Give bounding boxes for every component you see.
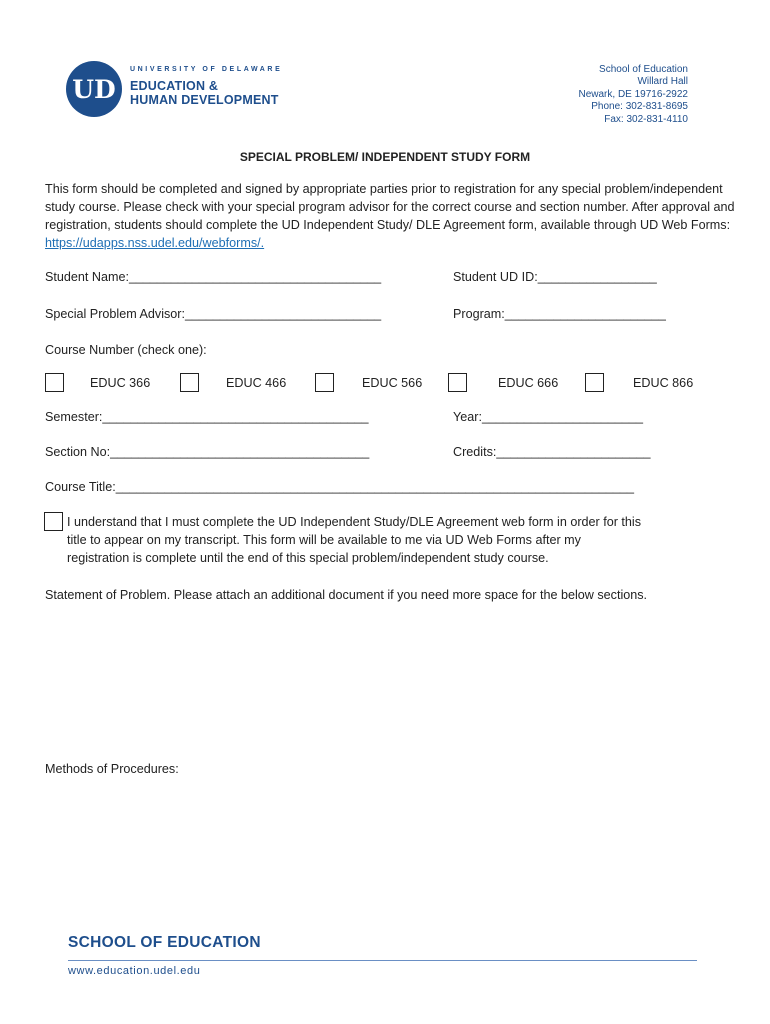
program-field[interactable]: Program:_______________________ xyxy=(453,307,666,321)
educ-666-checkbox[interactable] xyxy=(448,373,467,392)
section-no-field[interactable]: Section No:_____________________________________ xyxy=(45,445,370,459)
educ-866-label: EDUC 866 xyxy=(633,376,694,390)
university-name: UNIVERSITY OF DELAWARE xyxy=(130,66,283,73)
webforms-link[interactable]: https://udapps.nss.udel.edu/webforms/. xyxy=(45,236,265,250)
footer-school-title: SCHOOL OF EDUCATION xyxy=(68,934,261,951)
educ-866-checkbox[interactable] xyxy=(585,373,604,392)
school-address xyxy=(578,64,688,126)
footer-url[interactable]: www.education.udel.edu xyxy=(68,965,201,977)
educ-366-label: EDUC 366 xyxy=(90,376,151,390)
educ-666-label: EDUC 666 xyxy=(498,376,559,390)
educ-566-label: EDUC 566 xyxy=(362,376,423,390)
college-name xyxy=(130,79,279,107)
methods-of-procedures-label: Methods of Procedures: xyxy=(45,762,179,776)
ack-line-3: registration is complete until the end of this special problem/independent study course. xyxy=(67,551,549,565)
college-line-1: EDUCATION & xyxy=(130,79,219,93)
educ-466-label: EDUC 466 xyxy=(226,376,287,390)
address-line: Newark, DE 19716-2922 xyxy=(578,88,688,100)
credits-field[interactable]: Credits:______________________ xyxy=(453,445,651,459)
semester-field[interactable]: Semester:______________________________________ xyxy=(45,410,369,424)
footer-divider xyxy=(68,960,697,961)
statement-of-problem-label: Statement of Problem. Please attach an additional document if you need more space for the below sections. xyxy=(45,588,648,602)
address-line: Fax: 302-831-4110 xyxy=(604,113,688,125)
logo-text: UD xyxy=(72,75,116,104)
educ-566-checkbox[interactable] xyxy=(315,373,334,392)
course-title-field[interactable]: Course Title:__________________________________________________________________________ xyxy=(45,480,634,494)
form-title: SPECIAL PROBLEM/ INDEPENDENT STUDY FORM xyxy=(239,150,531,164)
advisor-field[interactable]: Special Problem Advisor:____________________________ xyxy=(45,307,382,321)
year-field[interactable]: Year:_______________________ xyxy=(453,410,644,424)
ud-logo xyxy=(66,61,122,117)
student-name-field[interactable]: Student Name:____________________________________ xyxy=(45,270,382,284)
acknowledge-checkbox[interactable] xyxy=(44,512,63,531)
address-line: School of Education xyxy=(599,64,688,75)
educ-466-checkbox[interactable] xyxy=(180,373,199,392)
acknowledgement-text xyxy=(67,513,732,567)
address-line: Phone: 302-831-8695 xyxy=(591,101,688,113)
educ-366-checkbox[interactable] xyxy=(45,373,64,392)
intro-paragraph xyxy=(45,180,735,252)
address-line: Willard Hall xyxy=(637,76,688,88)
course-number-label: Course Number (check one): xyxy=(45,343,207,357)
ack-line-1: I understand that I must complete the UD Independent Study/DLE Agreement web form in order for this xyxy=(67,515,642,529)
student-id-field[interactable]: Student UD ID:_________________ xyxy=(453,270,657,284)
college-line-2: HUMAN DEVELOPMENT xyxy=(130,93,279,107)
intro-text: This form should be completed and signed by appropriate parties prior to registration for any special problem/independent study course. Please check with your special program advisor for the correct course and section number. After approval and registration, students should complete the UD Independent Study/ DLE Agreement form, available through UD Web Forms: xyxy=(45,182,735,232)
ack-line-2: title to appear on my transcript. This form will be available to me via UD Web Forms after my xyxy=(67,533,581,547)
